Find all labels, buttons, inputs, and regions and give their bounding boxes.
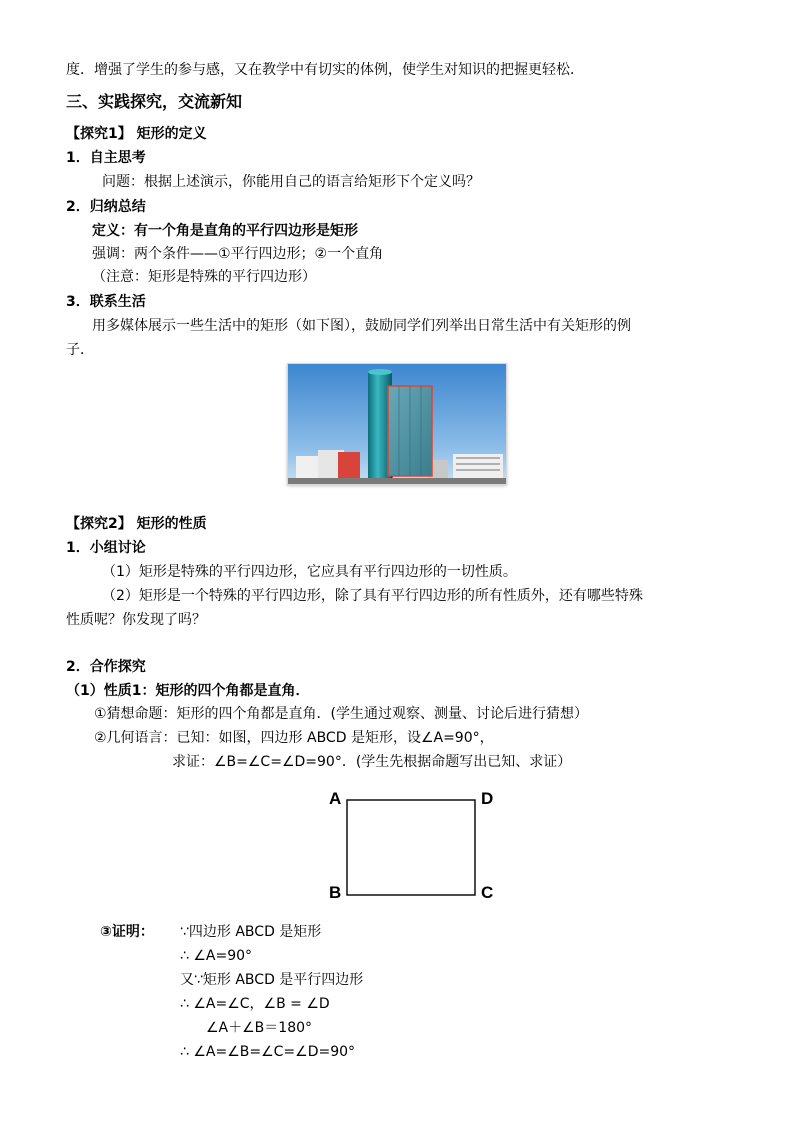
text-line: 问题：根据上述演示，你能用自己的语言给矩形下个定义吗？ — [102, 174, 480, 190]
vertex-label-d: D — [481, 789, 494, 808]
text-line: 强调：两个条件——①平行四边形；②一个直角 — [92, 246, 384, 262]
text-line: 度．增强了学生的参与感，又在教学中有切实的体例，使学生对知识的把握更轻松． — [66, 62, 584, 78]
sub-heading: 3．联系生活 — [66, 294, 146, 310]
proof-label: ③证明： — [100, 924, 154, 940]
text-line: 子． — [66, 342, 94, 358]
text-line: （注意：矩形是特殊的平行四边形） — [92, 269, 316, 285]
probe-heading: 【探究2】 矩形的性质 — [66, 516, 207, 532]
definition-text: 定义：有一个角是直角的平行四边形是矩形 — [92, 223, 358, 239]
sub-heading: 2．合作探究 — [66, 659, 146, 675]
sub-heading: 2．归纳总结 — [66, 199, 146, 215]
proof-step: ∵四边形 ABCD 是矩形 — [180, 924, 322, 940]
text-line: 性质呢？你发现了吗？ — [66, 612, 206, 628]
section-heading: 三、实践探究，交流新知 — [66, 92, 243, 111]
proof-step: 又∵矩形 ABCD 是平行四边形 — [180, 972, 364, 988]
vertex-label-c: C — [481, 883, 494, 902]
probe-heading: 【探究1】 矩形的定义 — [66, 126, 207, 142]
rectangle-diagram — [320, 780, 510, 908]
proof-step: ∠A＋∠B＝180° — [206, 1020, 313, 1036]
vertex-label-a: A — [329, 789, 342, 808]
building-photo — [287, 363, 507, 485]
proof-step: ∴ ∠A=90° — [180, 948, 253, 964]
sub-heading: 1．自主思考 — [66, 150, 146, 166]
vertex-label-b: B — [329, 883, 342, 902]
text-line: ②几何语言：已知：如图，四边形 ABCD 是矩形，设∠A=90°， — [94, 730, 494, 746]
text-line: （1）矩形是特殊的平行四边形，它应具有平行四边形的一切性质。 — [102, 564, 517, 580]
proof-step: ∴ ∠A=∠C，∠B = ∠D — [180, 996, 330, 1012]
sub-heading: 1．小组讨论 — [66, 540, 146, 556]
text-line: ①猜想命题：矩形的四个角都是直角．(学生通过观察、测量、讨论后进行猜想） — [94, 706, 589, 722]
property-heading: （1）性质1：矩形的四个角都是直角． — [66, 683, 310, 699]
proof-step: ∴ ∠A=∠B=∠C=∠D=90° — [180, 1044, 356, 1060]
text-line: 用多媒体展示一些生活中的矩形（如下图），鼓励同学们列举出日常生活中有关矩形的例 — [92, 318, 631, 334]
text-line: 求证：∠B=∠C=∠D=90°．(学生先根据命题写出已知、求证） — [172, 754, 572, 770]
text-line: （2）矩形是一个特殊的平行四边形，除了具有平行四边形的所有性质外，还有哪些特殊 — [102, 588, 643, 604]
rectangle-abcd — [347, 800, 475, 895]
